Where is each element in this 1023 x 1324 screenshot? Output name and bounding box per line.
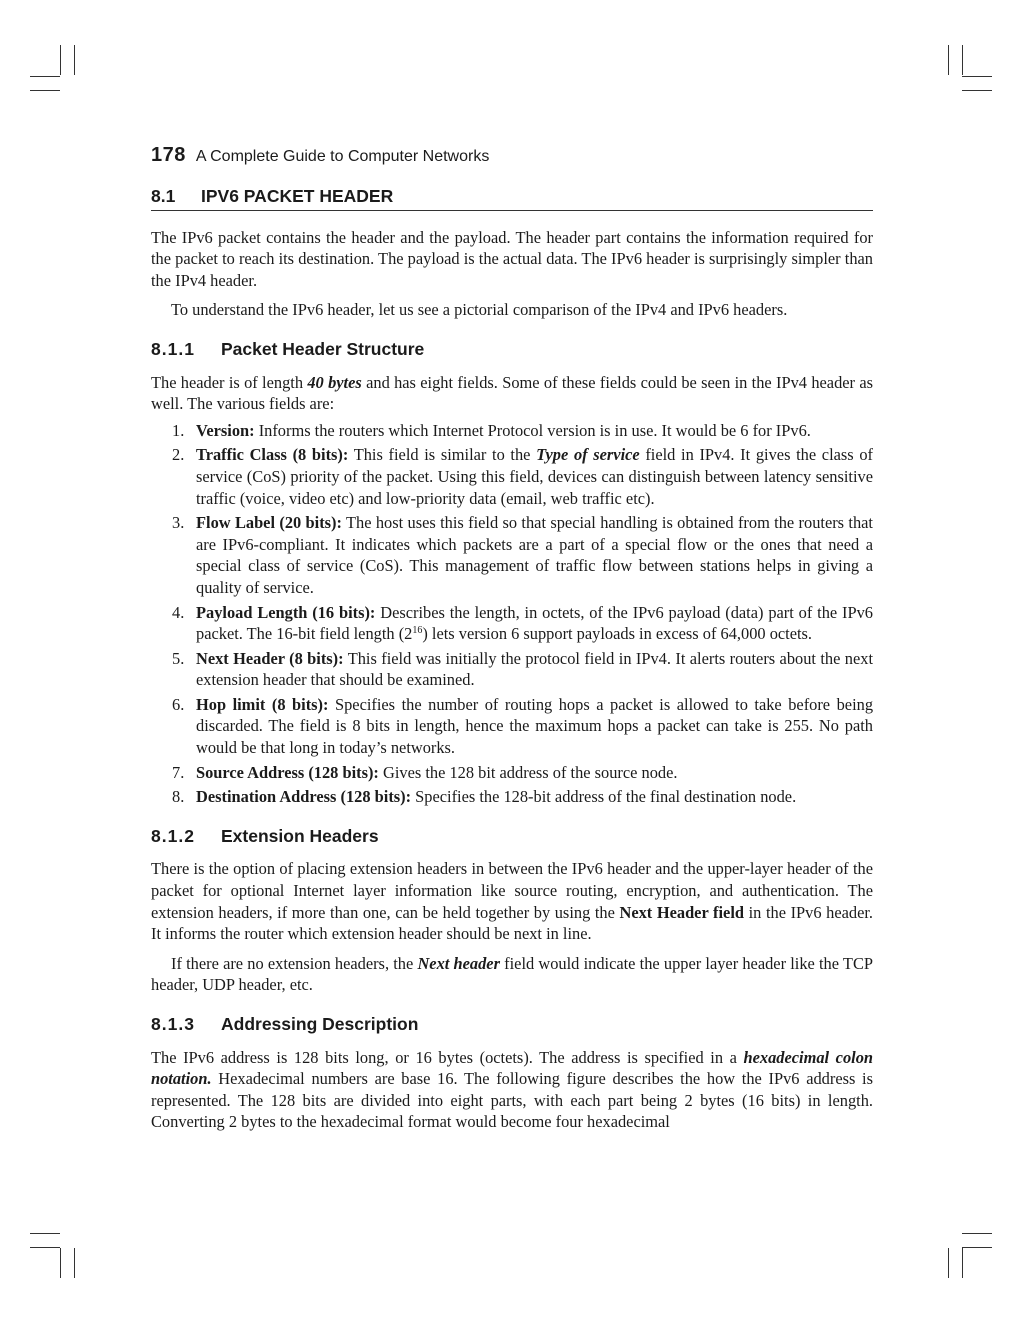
list-item: 1. Version: Informs the routers which Internet Protocol version is in use. It would be 6 for IPv6. [172, 420, 811, 440]
section-heading [151, 186, 873, 211]
field-term: Version: [196, 420, 255, 440]
crop-mark [948, 45, 949, 75]
paragraph: The header is of length 40 bytes and has eight fields. Some of these fields could be seen in the IPv4 header as well. The various fields are: [151, 372, 873, 414]
list-item: 3. Flow Label (20 bits): The host uses this field so that special handling is obtained from the routers that are IPv6-compliant. It indicates which packets are a part of a special flow or the ones that need a special class of service (CoS). This management of traffic flow between stations helps in giving a quality of service. [172, 513, 873, 597]
crop-mark [60, 45, 61, 75]
list-item: 7. Source Address (128 bits): Gives the 128 bit address of the source node. [172, 762, 678, 782]
crop-mark [962, 1247, 992, 1248]
crop-mark [60, 1248, 61, 1278]
crop-mark [74, 1248, 75, 1278]
page-number: 178 [151, 144, 186, 166]
field-term: Source Address (128 bits): [196, 762, 379, 782]
list-item: 5. Next Header (8 bits): This field was initially the protocol field in IPv4. It alerts routers about the next extension header that should be examined. [172, 648, 873, 690]
subsection-title: Packet Header Structure [221, 338, 425, 359]
paragraph: If there are no extension headers, the Next header field would indicate the upper layer header like the TCP header, UDP header, etc. [151, 953, 873, 995]
subsection-number: 8.1.2 [151, 825, 195, 846]
field-term: Hop limit (8 bits): [196, 694, 329, 714]
crop-mark [948, 1248, 949, 1278]
field-term: Next Header (8 bits): [196, 648, 344, 668]
field-list [151, 420, 873, 808]
crop-mark [962, 90, 992, 91]
subsection-title: Addressing Description [221, 1014, 419, 1034]
intro-paragraph: The IPv6 packet contains the header and the payload. The header part contains the information required for the packet to reach its destination. The payload is the actual data. The IPv6 header is surprisingly simpler than the IPv4 header. [151, 227, 873, 290]
section-number: 8.1 [151, 186, 176, 206]
page-body [151, 186, 873, 1133]
section-title: IPV6 PACKET HEADER [201, 186, 394, 206]
field-term: Payload Length (16 bits): [196, 602, 376, 622]
crop-mark [30, 1247, 60, 1248]
subsection-title: Extension Headers [221, 825, 379, 846]
running-header [151, 144, 873, 174]
book-title: A Complete Guide to Computer Networks [195, 148, 490, 165]
crop-mark [962, 1233, 992, 1234]
field-term: Destination Address (128 bits): [196, 787, 412, 807]
subsection-heading [151, 339, 873, 361]
field-term: Traffic Class (8 bits): [196, 445, 349, 465]
crop-mark [962, 1248, 963, 1278]
intro-paragraph: To understand the IPv6 header, let us see a pictorial comparison of the IPv4 and IPv6 headers. [171, 300, 788, 320]
crop-mark [962, 45, 963, 75]
crop-mark [74, 45, 75, 75]
subsection-heading [151, 826, 873, 848]
paragraph: The IPv6 address is 128 bits long, or 16 bytes (octets). The address is specified in a hexadecimal colon notation. Hexadecimal numbers are base 16. The following figure describes the how the IPv6 address is represented. The 128 bits are divided into eight parts, with each part being 2 bytes (16 bits) in length. Converting 2 bytes to the hexadecimal format would become four hexadecimal [151, 1047, 874, 1132]
field-term: Flow Label (20 bits): [196, 513, 342, 533]
subsection-number: 8.1.3 [151, 1014, 195, 1034]
list-item: 8. Destination Address (128 bits): Specifies the 128-bit address of the final destination node. [172, 787, 797, 807]
paragraph: There is the option of placing extension headers in between the IPv6 header and the upper-layer header of the packet for optional Internet layer information like source routing, encryption, and authentication. The extension headers, if more than one, can be held together by using the Next Header field in the IPv6 header. It informs the router which extension header should be next in line. [151, 859, 873, 944]
crop-mark [962, 76, 992, 77]
crop-mark [30, 90, 60, 91]
list-item: 6. Hop limit (8 bits): Specifies the number of routing hops a packet is allowed to take before being discarded. The field is 8 bits in length, hence the maximum hops a packet can take is 255. No path would be that long in today’s networks. [172, 694, 874, 758]
list-item: 4. Payload Length (16 bits): Describes the length, in octets, of the IPv6 payload (data) part of the IPv6 packet. The 16-bit field length $(2^{16})$ lets version 6 support payloads in excess of 64,000 octets. [172, 602, 873, 644]
list-item: 2. Traffic Class (8 bits): This field is similar to the Type of service field in IPv4. It gives the class of service (CoS) priority of the packet. Using this field, devices can distinguish between latency sensitive traffic (voice, video etc) and low-priority data (email, web traffic etc). [172, 445, 873, 508]
crop-mark [30, 76, 60, 77]
subsection-heading [151, 1014, 873, 1036]
crop-mark [30, 1233, 60, 1234]
subsection-number: 8.1.1 [151, 338, 195, 359]
